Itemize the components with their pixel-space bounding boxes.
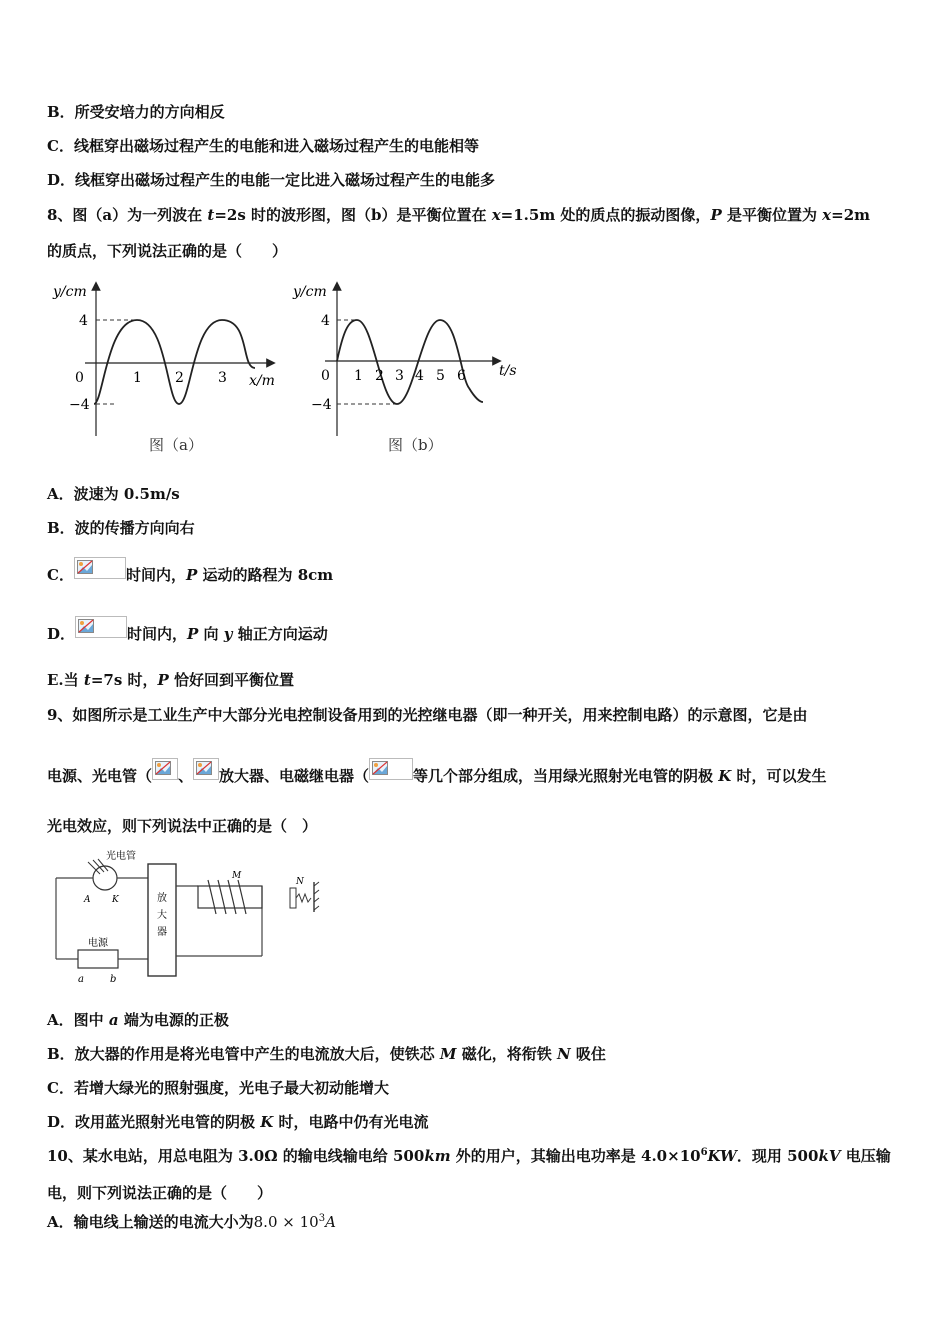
wave-curve-a [94,320,255,404]
q9-stem-line1: 9、如图所示是工业生产中大部分光电控制设备用到的光控继电器（即一种开关，用来控制电路）的示意图，它是由 [47,706,808,724]
q9-option-d: D．改用蓝光照射光电管的阴极 K 时，电路中仍有光电流 [47,1113,429,1131]
q8-stem-line2: 的质点，下列说法正确的是（ ） [47,242,288,260]
y-tick-4: 4 [321,313,330,329]
q10-stem-line1: 10、某水电站，用总电阻为 3.0Ω 的输电线输电给 500km 外的用户，其输出电功率是 $4.0\times 10^6KW$．现用 500kV 电压输 [47,1147,891,1165]
phototube-label: 光电管 [106,851,136,862]
q8-figure-b [285,278,530,458]
t-tick: 6 [457,368,466,384]
q8-figure-a [45,278,285,458]
y-tick-neg4: −4 [69,397,90,413]
caption-a: 图（a） [149,436,203,454]
y-axis-label: y/cm [53,284,87,300]
cathode-label: K [112,895,119,905]
broken-image-icon [369,758,413,780]
q9-circuit-figure [48,846,338,991]
power-source-box [78,950,118,968]
broken-image-icon [152,758,178,780]
q9-option-a: A．图中 a 端为电源的正极 [47,1011,229,1029]
q9-option-c: C．若增大绿光的照射强度，光电子最大初动能增大 [47,1079,389,1097]
q7-option-c: C．线框穿出磁场过程产生的电能和进入磁场过程产生的电能相等 [47,137,479,155]
amplifier-label: 器 [157,927,167,938]
broken-image-icon [193,758,219,780]
broken-image-icon [74,557,126,579]
x-tick: 0 [75,370,84,386]
amplifier-label: 大 [157,910,167,921]
power-source-label: 电源 [88,938,108,949]
t-axis-label: t/s [499,363,517,379]
q9-stem-line3: 光电效应，则下列说法中正确的是（ ） [47,817,318,835]
q8-stem-line1: 8、图（a）为一列波在 t=2s 时的波形图，图（b）是平衡位置在 x=1.5m 处的质点的振动图像，P 是平衡位置为 x=2m [47,206,871,224]
armature-n [290,888,296,908]
x-axis-label: x/m [249,373,275,389]
q9-option-b: B．放大器的作用是将光电管中产生的电流放大后，使铁芯 M 磁化，将衔铁 N 吸住 [47,1045,606,1063]
q10-option-a: A．输电线上输送的电流大小为$8.0 \times 10^3A$ [47,1213,336,1231]
t-tick: 5 [436,368,445,384]
t-tick: 3 [395,368,404,384]
q8-option-e: E.当 t=7s 时，P 恰好回到平衡位置 [47,671,295,689]
phototube-icon [93,866,117,890]
t-tick: 4 [415,368,424,384]
wall-hatch [314,882,319,910]
amplifier-label: 放 [157,893,167,904]
q8-option-d: D． 时间内，P 向 y 轴正方向运动 [47,624,328,646]
core-m-label: M [232,871,242,881]
coil-icon [208,880,246,914]
q8-option-a: A．波速为 0.5m/s [47,485,180,503]
q7-option-d: D．线框穿出磁场过程产生的电能一定比进入磁场过程产生的电能多 [47,171,496,189]
t-tick: 0 [321,368,330,384]
q8-option-c: C． 时间内，P 运动的路程为 8cm [47,565,333,587]
y-tick-neg4: −4 [311,397,332,413]
x-tick: 3 [218,370,227,386]
broken-image-icon [75,616,127,638]
spring-icon [296,894,311,902]
y-axis-label: y/cm [293,284,327,300]
vibration-curve-b [337,320,483,404]
t-tick: 2 [375,368,384,384]
q7-option-b: B．所受安培力的方向相反 [47,103,225,121]
q8-option-b: B．波的传播方向向右 [47,519,195,537]
t-tick: 1 [354,368,363,384]
q9-stem-line2: 电源、光电管（ 、 放大器、电磁继电器（ 等几个部分组成，当用绿光照射光电管的阴极 K 时，可以发生 [47,766,827,788]
x-tick: 2 [175,370,184,386]
anode-label: A [84,895,91,905]
y-tick-4: 4 [79,313,88,329]
terminal-b-label: b [110,974,117,985]
caption-b: 图（b） [388,436,443,454]
armature-n-label: N [296,877,304,887]
terminal-a-label: a [78,974,84,985]
x-tick: 1 [133,370,142,386]
q10-stem-line2: 电，则下列说法正确的是（ ） [47,1184,273,1202]
